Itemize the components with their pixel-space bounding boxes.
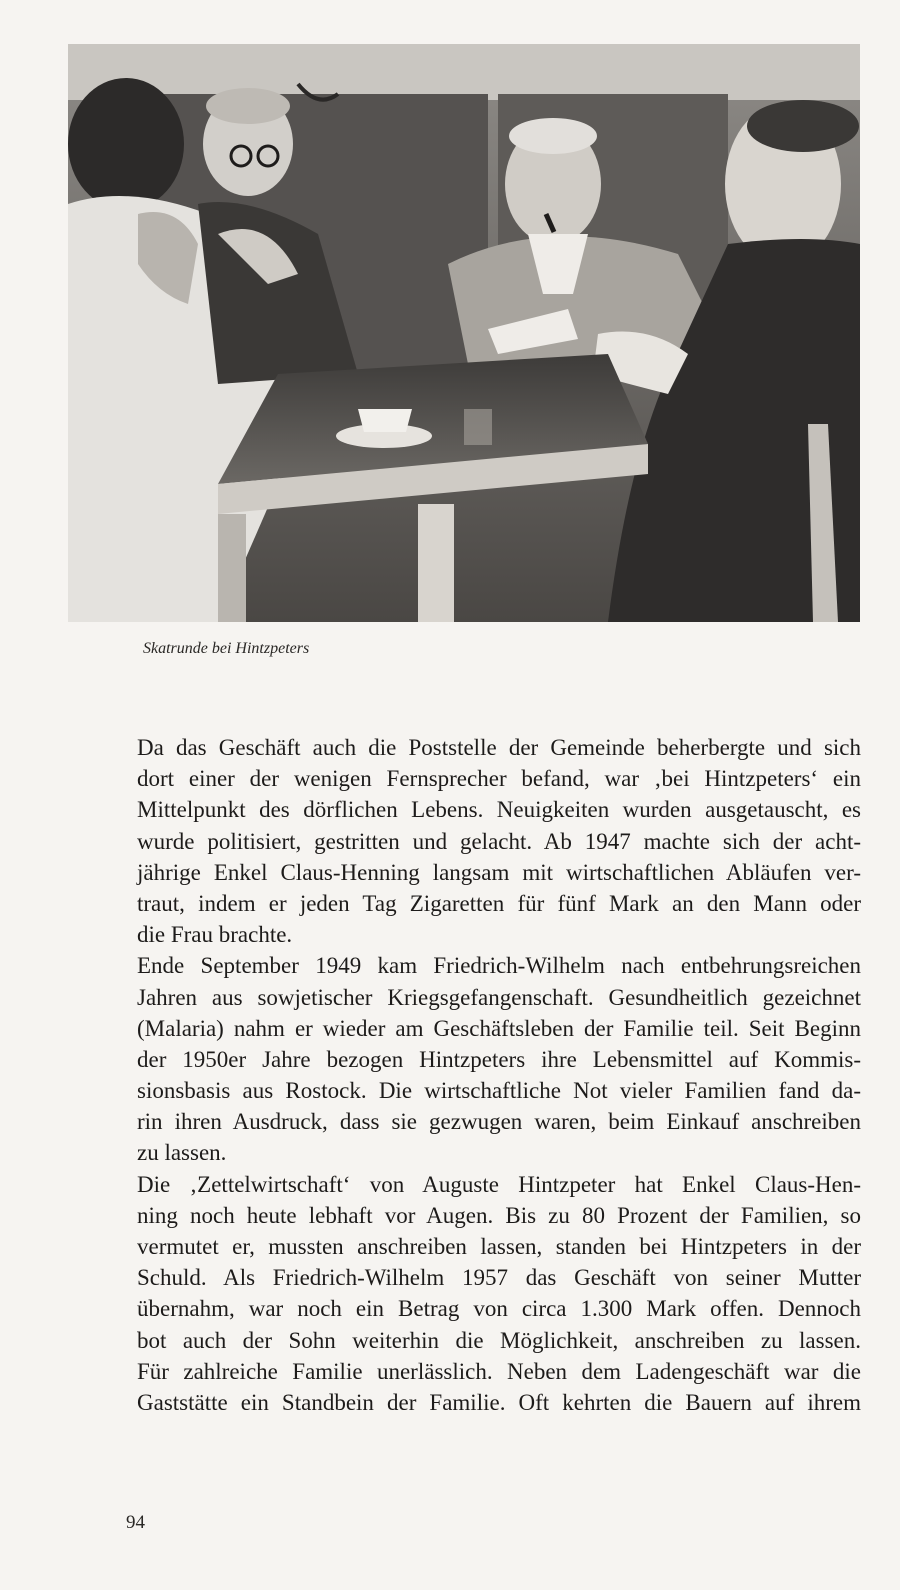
text-line: zu lassen. (137, 1140, 227, 1166)
paragraph (137, 732, 861, 950)
text-line: Ende September 1949 kam Friedrich-Wilhelm nach entbehrungsreichen (137, 953, 861, 979)
text-line: vermutet er, mussten anschreiben lassen, standen bei Hintzpeters in der (137, 1234, 861, 1259)
text-line: Da das Geschäft auch die Poststelle der Gemeinde beherbergte und sich (137, 735, 861, 760)
text-line: bot auch der Sohn weiterhin die Möglichkeit, anschreiben zu lassen. (137, 1327, 861, 1353)
photo-illustration (68, 44, 860, 622)
photo-card-players (68, 44, 860, 622)
text-line: Mittelpunkt des dörflichen Lebens. Neuigkeiten wurden ausgetauscht, es (137, 797, 861, 823)
text-line: übernahm, war noch ein Betrag von circa 1.300 Mark offen. Dennoch (137, 1296, 861, 1322)
paragraph (137, 950, 861, 1168)
text-line: (Malaria) nahm er wieder am Geschäftsleben der Familie teil. Seit Beginn (137, 1015, 861, 1041)
text-line: sionsbasis aus Rostock. Die wirtschaftliche Not vieler Familien fand da- (137, 1078, 861, 1104)
text-line: Schuld. Als Friedrich-Wilhelm 1957 das Geschäft von seiner Mutter (137, 1265, 861, 1291)
text-line: die Frau brachte. (137, 922, 293, 948)
text-line: wurde politisiert, gestritten und gelacht. Ab 1947 machte sich der acht- (137, 828, 861, 854)
text-line: ning noch heute lebhaft vor Augen. Bis zu 80 Prozent der Familien, so (137, 1202, 861, 1228)
text-line: jährige Enkel Claus-Henning langsam mit wirtschaftlichen Abläufen ver- (137, 859, 861, 885)
text-line: traut, indem er jeden Tag Zigaretten für fünf Mark an den Mann oder (137, 890, 861, 916)
body-text (137, 732, 861, 1418)
text-line: Gaststätte ein Standbein der Familie. Oft kehrten die Bauern auf ihrem (137, 1389, 861, 1415)
text-line: der 1950er Jahre bezogen Hintzpeters ihre Lebensmittel auf Kommis- (137, 1046, 861, 1072)
page-number: 94 (126, 1512, 145, 1533)
paragraph (137, 1169, 861, 1419)
text-line: rin ihren Ausdruck, dass sie gezwugen waren, beim Einkauf anschreiben (137, 1109, 861, 1135)
photo-caption: Skatrunde bei Hintzpeters (143, 640, 310, 657)
text-line: dort einer der wenigen Fernsprecher befand, war ‚bei Hintzpeters‘ ein (137, 766, 861, 792)
text-line: Für zahlreiche Familie unerlässlich. Neben dem Ladengeschäft war die (137, 1358, 861, 1384)
text-line: Jahren aus sowjetischer Kriegsgefangenschaft. Gesundheitlich gezeichnet (137, 984, 861, 1010)
text-line: Die ‚Zettelwirtschaft‘ von Auguste Hintzpeter hat Enkel Claus-Hen- (137, 1171, 861, 1197)
